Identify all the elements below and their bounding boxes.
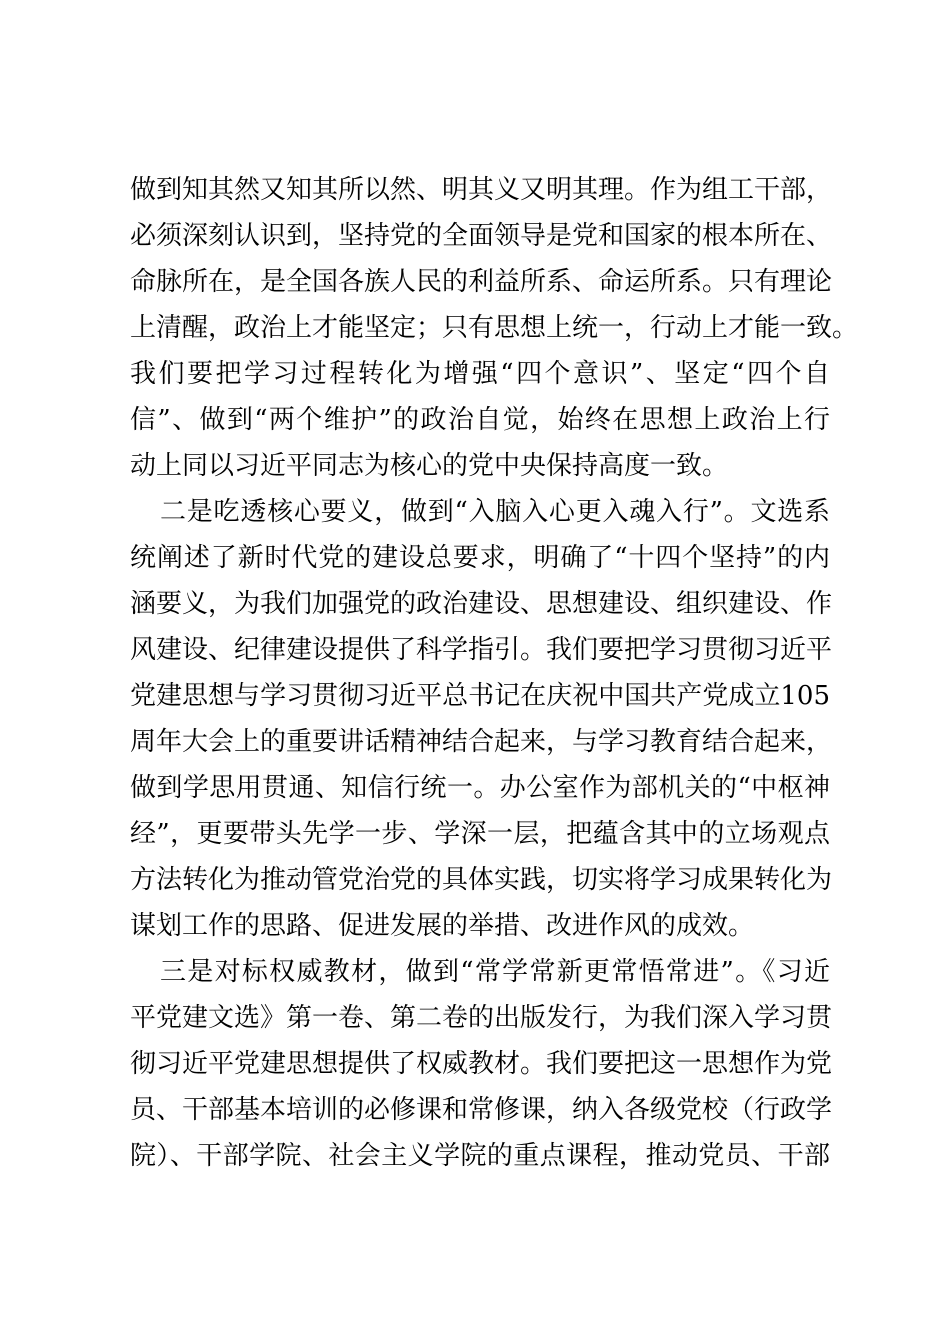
text-line: 彻习近平党建思想提供了权威教材。我们要把这一思想作为党 bbox=[130, 1049, 833, 1079]
paragraph-start-line: 二是吃透核心要义，做到“入脑入心更入魂入行”。文选系 bbox=[160, 497, 830, 527]
text-line: 信”、做到“两个维护”的政治自觉，始终在思想上政治上行 bbox=[130, 405, 830, 435]
body-text bbox=[130, 167, 859, 1179]
text-line: 涵要义，为我们加强党的政治建设、思想建设、组织建设、作 bbox=[130, 589, 833, 619]
text-line: 动上同以习近平同志为核心的党中央保持高度一致。 bbox=[130, 451, 729, 481]
text-line: 平党建文选》第一卷、第二卷的出版发行，为我们深入学习贯 bbox=[130, 1003, 833, 1033]
text-line: 命脉所在，是全国各族人民的利益所系、命运所系。只有理论 bbox=[130, 267, 833, 297]
text-line: 谋划工作的思路、促进发展的举措、改进作风的成效。 bbox=[130, 911, 755, 941]
text-line: 方法转化为推动管党治党的具体实践，切实将学习成果转化为 bbox=[130, 865, 833, 895]
text-line: 院）、干部学院、社会主义学院的重点课程，推动党员、干部 bbox=[130, 1141, 830, 1171]
text-line: 统阐述了新时代党的建设总要求，明确了“十四个坚持”的内 bbox=[130, 543, 830, 573]
text-line: 做到学思用贯通、知信行统一。办公室作为部机关的“中枢神 bbox=[130, 773, 830, 803]
text-line: 员、干部基本培训的必修课和常修课，纳入各级党校（行政学 bbox=[130, 1095, 833, 1125]
paragraph-start-line: 三是对标权威教材，做到“常学常新更常悟常进”。《习近 bbox=[160, 957, 830, 987]
text-line: 我们要把学习过程转化为增强“四个意识”、坚定“四个自 bbox=[130, 359, 830, 389]
text-line: 必须深刻认识到，坚持党的全面领导是党和国家的根本所在、 bbox=[130, 221, 833, 251]
text-line: 周年大会上的重要讲话精神结合起来，与学习教育结合起来， bbox=[130, 727, 833, 757]
text-line: 风建设、纪律建设提供了科学指引。我们要把学习贯彻习近平 bbox=[130, 635, 833, 665]
text-line: 经”，更要带头先学一步、学深一层，把蕴含其中的立场观点 bbox=[130, 819, 830, 849]
text-line: 党建思想与学习贯彻习近平总书记在庆祝中国共产党成立105 bbox=[130, 681, 830, 711]
text-line: 做到知其然又知其所以然、明其义又明其理。作为组工干部， bbox=[130, 175, 833, 205]
text-line: 上清醒，政治上才能坚定；只有思想上统一，行动上才能一致。 bbox=[130, 313, 859, 343]
